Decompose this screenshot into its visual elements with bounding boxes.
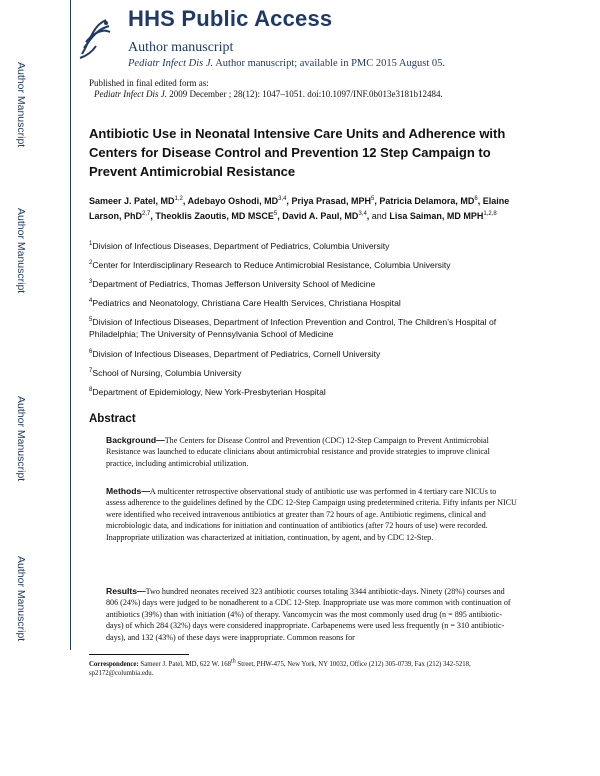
- author: Patricia Delamora, $MD^6$,: [379, 196, 483, 206]
- publication-journal: Pediatr Infect Dis J.: [94, 89, 167, 99]
- published-line: Published in final edited form as:: [89, 78, 209, 88]
- hhs-eagle-logo-icon: [76, 14, 112, 62]
- header-journal: Pediatr Infect Dis J.: [128, 58, 214, 69]
- abstract-heading: Abstract: [89, 413, 136, 425]
- sidebar-label-4: Author Manuscript: [15, 556, 27, 642]
- abstract-background: [106, 435, 518, 469]
- author: David A. Paul, MD$^{3,4}$,: [282, 211, 372, 221]
- publication-details: 2009 December ; 28(12): 1047–1051. doi:10.1097/INF.0b013e3181b12484.: [169, 89, 443, 99]
- section-text: A multicenter retrospective observational study of antibiotic use was performed in 4 tertiary care NICUs to assess adherence to the guidelines defined by the CDC 12-Step Campaign using predetermined criteria. Fifty infants per NICU were identified who received intravenous antibiotics at greater than 72 hours of age. Antibiotic regimens, clinical and microbiologic data, and indications for initiation and continuation of antibiotics (after 72 hours of use) were recorded. Inappropriate utilization was characterized at initiation, continuation, by agent, and by CDC 12-Step.: [106, 487, 517, 542]
- affiliation: $^6$Division of Infectious Diseases, Department of Pediatrics, Cornell University: [89, 349, 381, 359]
- affiliation: $^5$Division of Infectious Diseases, Department of Infection Prevention and Control, The Children’s Hospital of Philadelphia; The University of Pennsylvania School of Medicine: [89, 317, 497, 339]
- affiliation: $^4$Pediatrics and Neonatology, Christiana Care Health Services, Christiana Hospital: [89, 298, 401, 308]
- section-label: Methods—: [106, 486, 150, 496]
- author: Elaine Larson, PhD$^{2,7}$,: [89, 196, 510, 221]
- affiliation: $^1$Division of Infectious Diseases, Department of Pediatrics, Columbia University: [89, 241, 390, 251]
- affiliation: $^3$Department of Pediatrics, Thomas Jefferson University School of Medicine: [89, 279, 376, 289]
- affiliation: $^2$Center for Interdisciplinary Research to Reduce Antimicrobial Resistance, Columbia University: [89, 260, 451, 270]
- affiliation: $^7$School of Nursing, Columbia University: [89, 368, 242, 378]
- margin-divider: [70, 0, 71, 650]
- section-label: Background—: [106, 435, 165, 445]
- header-availability: Author manuscript; available in PMC 2015 August 05.: [215, 58, 446, 69]
- abstract-methods: [106, 486, 518, 543]
- abstract-results: [106, 586, 518, 643]
- section-text: Two hundred neonates received 323 antibiotic courses totaling 3344 antibiotic-days. Ninety (28%) courses and 806 (24%) days were judged to be nonadherent to a CDC 12-Step. Inappropriate use was more common with continuation of antibiotics (39%) than with initiation (4%) of therapy. Vancomycin was the most commonly used drug (n = 895 antibiotic-days) of which 284 (32%) days were considered inappropriate. Carbapenems were used less frequently (n = 310 antibiotic-days), and 132 (43%) of these days were inappropriate. Common reasons for: [106, 587, 511, 642]
- footnote-rule: [89, 654, 189, 655]
- author-list: [89, 194, 539, 224]
- author-conjunction: and: [371, 211, 387, 221]
- author: Lisa Saiman, MD MPH$^{1,2,8}$: [389, 211, 497, 221]
- affiliation: $^8$Department of Epidemiology, New York-Presbyterian Hospital: [89, 387, 326, 397]
- header-title: HHS Public Access: [128, 6, 333, 31]
- sidebar-label-2: Author Manuscript: [15, 208, 27, 294]
- correspondence-label: Correspondence:: [89, 661, 139, 668]
- publication-citation: [94, 89, 443, 100]
- article-title: Antibiotic Use in Neonatal Intensive Care Units and Adherence with Centers for Disease Control and Prevention 12 Step Campaign to Prevent Antimicrobial Resistance: [89, 126, 506, 179]
- section-text: The Centers for Disease Control and Prevention (CDC) 12-Step Campaign to Prevent Antimicrobial Resistance was launched to educate clinicians about antimicrobial resistance and provide strategies to improve clinical practice, including antimicrobial utilization.: [106, 436, 490, 468]
- author: Sameer J. Patel, MD$^{1,2}$,: [89, 196, 188, 206]
- header-subtitle: Author manuscript: [128, 40, 234, 55]
- header-citation: [128, 58, 445, 69]
- author: Priya Prasad, MPH$^5$,: [291, 196, 380, 206]
- sidebar-label-3: Author Manuscript: [15, 396, 27, 482]
- sidebar-label-1: Author Manuscript: [15, 62, 27, 148]
- author: Theoklis Zaoutis, MD MSCE$^5$,: [155, 211, 283, 221]
- author: Adebayo Oshodi, MD$^{3,4}$,: [187, 196, 292, 206]
- correspondence: Correspondence: Sameer J. Patel, MD, 622 W. 168th Street, PHW-475, New York, NY 10032, Office (212) 305-0739, Fax (212) 342-5218, sp2172@columbia.edu.: [89, 658, 471, 677]
- section-label: Results—: [106, 586, 146, 596]
